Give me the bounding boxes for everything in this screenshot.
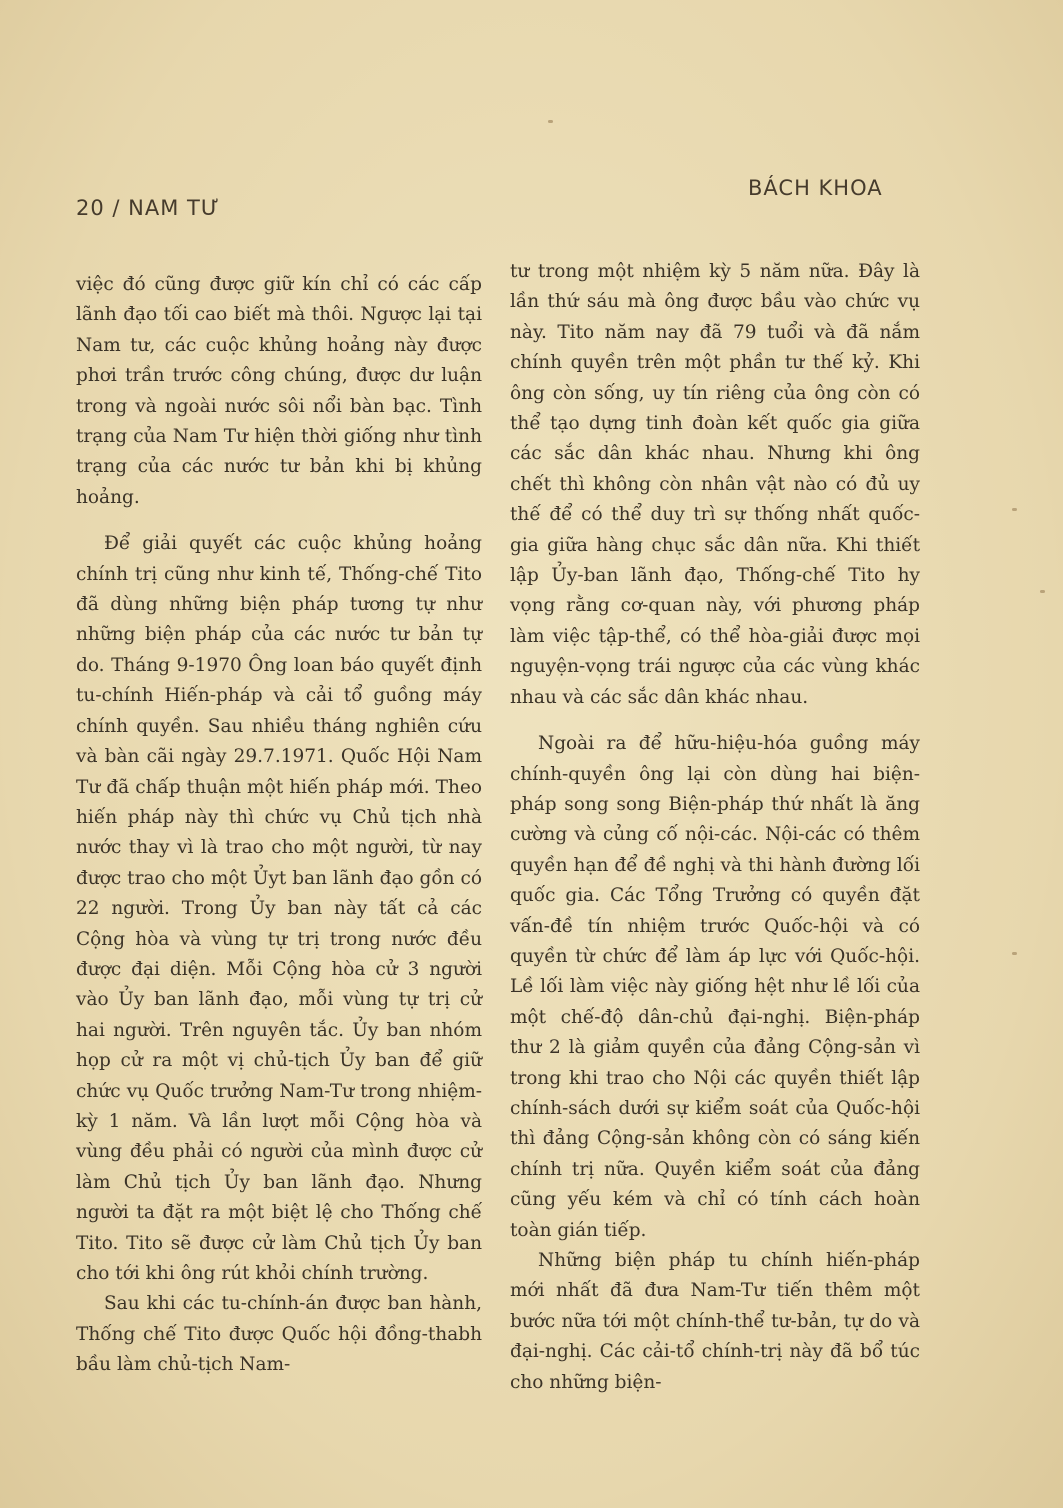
paper-speck	[1012, 952, 1017, 955]
left-column	[76, 270, 482, 1397]
right-paragraph-3: Những biện pháp tu chính hiến-pháp mới nhất đã đưa Nam-Tư tiến thêm một bước nữa tới một chính-thể tư-bản, tự do và đại-nghị. Các cải-tổ chính-trị này đã bổ túc cho những biện-	[510, 1250, 920, 1393]
left-paragraph-2: Để giải quyết các cuộc khủng hoảng chính trị cũng như kinh tế, Thống-chế Tito đã dùng những biện pháp tương tự như những biện pháp của các nước tư bản tự do. Tháng 9-1970 Ông loan báo quyết định tu-chính Hiến-pháp và cải tổ guồng máy chính quyền. Sau nhiều tháng nghiên cứu và bàn cãi ngày 29.7.1971. Quốc Hội Nam Tư đã chấp thuận một hiến pháp mới. Theo hiến pháp này thì chức vụ Chủ tịch nhà nước thay vì là trao cho một người, từ nay được trao cho một Ủyt ban lãnh đạo gồn có 22 người. Trong Ủy ban này tất cả các Cộng hòa và vùng tự trị trong nước đều được đại diện. Mỗi Cộng hòa cử 3 người vào Ủy ban lãnh đạo, mỗi vùng tự trị cử hai người. Trên nguyên tắc. Ủy ban nhóm họp cử ra một vị chủ-tịch Ủy ban để giữ chức vụ Quốc trưởng Nam-Tư trong nhiệm-kỳ 1 năm. Và lần lượt mỗi Cộng hòa và vùng đều phải có người của mình được cử làm Chủ tịch Ủy ban lãnh đạo. Nhưng người ta đặt ra một biệt lệ cho Thống chế Tito. Tito sẽ được cử làm Chủ tịch Ủy ban cho tới khi ông rút khỏi chính trường.	[76, 533, 482, 1284]
paper-speck	[548, 120, 553, 123]
running-header-right: BÁCH KHOA	[748, 176, 883, 200]
left-paragraph-3: Sau khi các tu-chính-án được ban hành, Thống chế Tito được Quốc hội đồng-thabh bầu làm chủ-tịch Nam-	[76, 1293, 482, 1376]
paper-speck	[1040, 590, 1045, 593]
right-paragraph-2: Ngoài ra để hữu-hiệu-hóa guồng máy chính-quyền ông lại còn dùng hai biện-pháp song song Biện-pháp thứ nhất là ăng cường và củng cố nội-các. Nội-các có thêm quyền hạn để đề nghị và thi hành đường lối quốc gia. Các Tổng Trưởng có quyền đặt vấn-đề tín nhiệm trước Quốc-hội và có quyền từ chức để làm áp lực với Quốc-hội. Lề lối làm việc này giống hệt như lề lối của một chế-độ dân-chủ đại-nghị. Biện-pháp thư 2 là giảm quyền của đảng Cộng-sản vì trong khi trao cho Nội các quyền thiết lập chính-sách dưới sự kiểm soát của Quốc-hội thì đảng Cộng-sản không còn có sáng kiến chính trị nữa. Quyền kiểm soát của đảng cũng yếu kém và chỉ có tính cách hoàn toàn gián tiếp.	[510, 733, 920, 1241]
paper-speck	[1012, 508, 1017, 511]
right-paragraph-1: tư trong một nhiệm kỳ 5 năm nữa. Đây là lần thứ sáu mà ông được bầu vào chức vụ này. Tito năm nay đã 79 tuổi và đã nắm chính quyền trên một phần tư thế kỷ. Khi ông còn sống, uy tín riêng của ông còn có thể tạo dựng tinh đoàn kết quốc gia giữa các sắc dân khác nhau. Nhưng khi ông chết thì không còn nhân vật nào có đủ uy thế để có thể duy trì sự thống nhất quốc-gia giữa hàng chục sắc dân nữa. Khi thiết lập Ủy-ban lãnh đạo, Thống-chế Tito hy vọng rằng cơ-quan này, với phương pháp làm việc tập-thể, có thể hòa-giải được mọi nguyện-vọng trái ngược của các vùng khác nhau và các sắc dân khác nhau.	[510, 261, 920, 708]
left-paragraph-1: việc đó cũng được giữ kín chỉ có các cấp lãnh đạo tối cao biết mà thôi. Ngược lại tại Nam tư, các cuộc khủng hoảng này được phơi trần trước công chúng, được dư luận trong và ngoài nước sôi nổi bàn bạc. Tình trạng của Nam Tư hiện thời giống như tình trạng của các nước tư bản khi bị khủng hoảng.	[76, 274, 482, 508]
running-header-left: 20 / NAM TƯ	[76, 196, 220, 220]
right-column	[510, 257, 920, 1414]
